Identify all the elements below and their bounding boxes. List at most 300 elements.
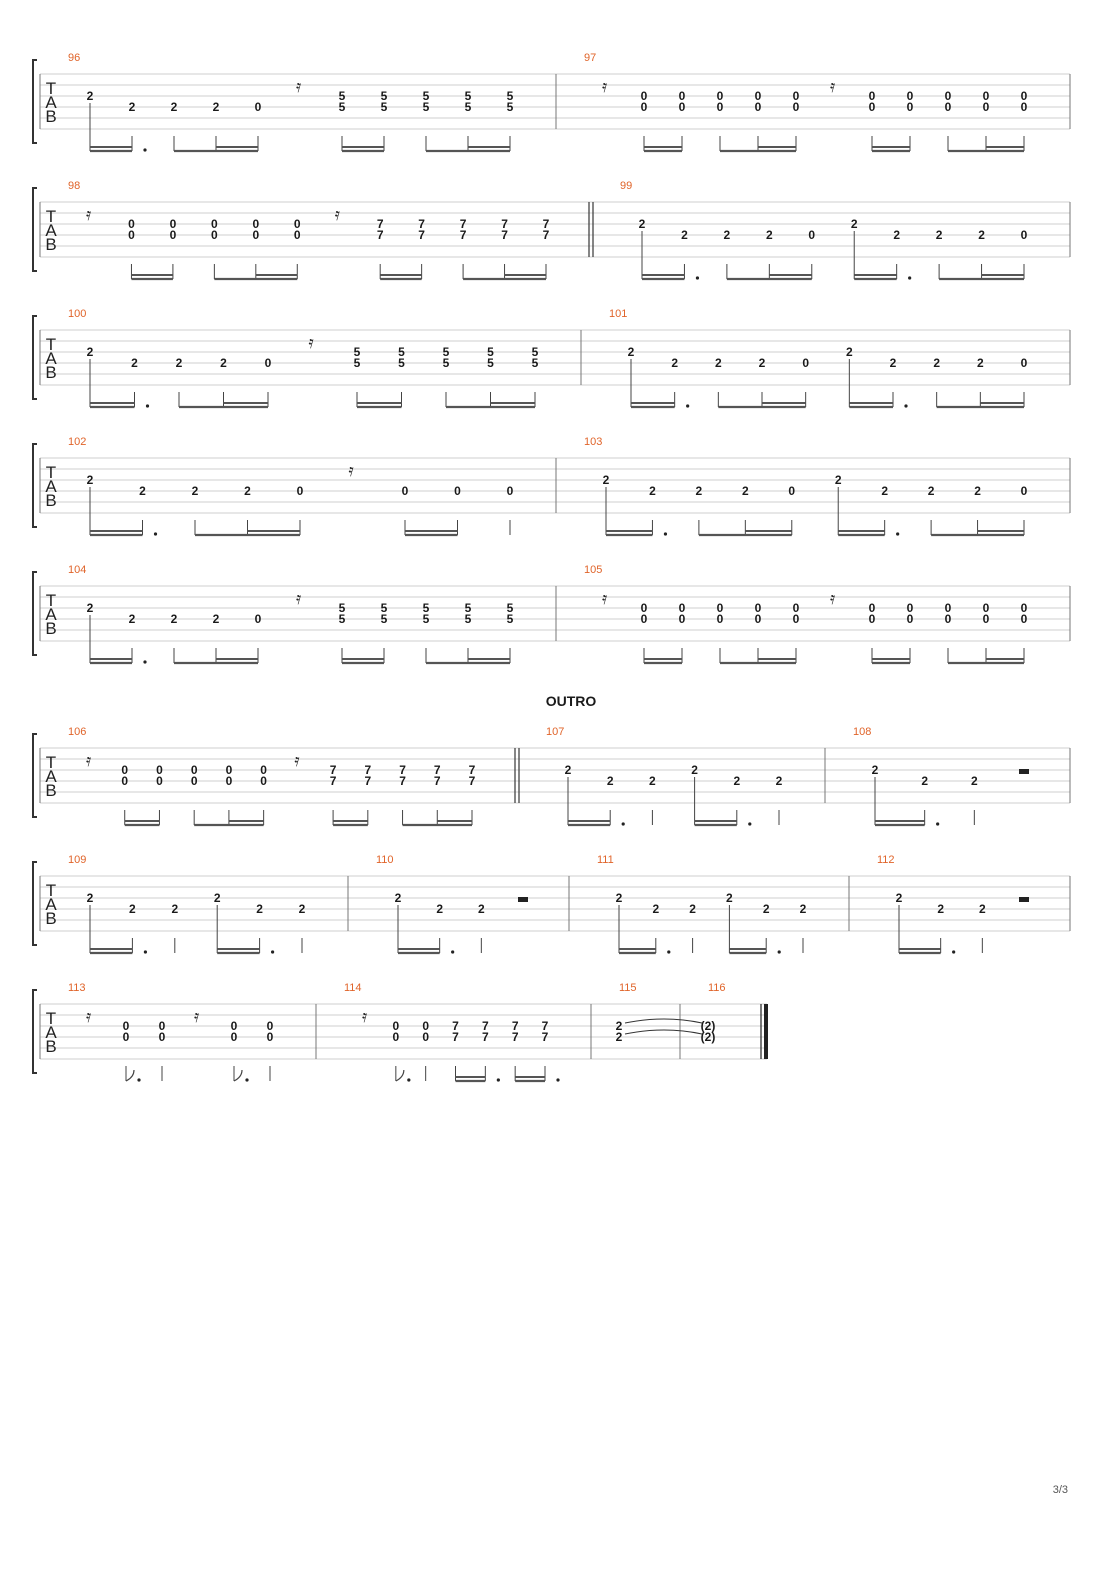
fret-number: 0 <box>792 612 800 626</box>
rhythm-dot <box>778 950 781 953</box>
fret-number: 0 <box>788 484 796 498</box>
tab-letter-a: A <box>45 767 57 786</box>
fret-number: 0 <box>1020 100 1028 114</box>
sixteenth-rest-icon: 𝄿 <box>86 205 92 225</box>
measure <box>701 982 768 1059</box>
eighth-flag-icon <box>234 1070 242 1081</box>
fret-number: 0 <box>266 1030 274 1044</box>
fret-number: 2 <box>139 484 146 498</box>
fret-number: 7 <box>542 228 550 242</box>
fret-number: 2 <box>627 345 635 359</box>
fret-number: 7 <box>418 228 425 242</box>
fret-number: 7 <box>501 228 508 242</box>
measure <box>597 854 849 954</box>
fret-number: (2) <box>700 1019 716 1033</box>
fret-number: 0 <box>792 100 800 114</box>
fret-number: 2 <box>615 1030 623 1044</box>
fret-number: 2 <box>762 902 770 916</box>
fret-number: 0 <box>230 1019 238 1033</box>
rhythm-dot <box>664 532 667 535</box>
sixteenth-rest-icon: 𝄿 <box>194 1007 200 1027</box>
fret-number: 0 <box>982 100 990 114</box>
fret-number: 0 <box>792 89 800 103</box>
rhythm-dot <box>556 1078 559 1081</box>
fret-number: 7 <box>481 1030 489 1044</box>
fret-number: 0 <box>808 228 816 242</box>
fret-number: 2 <box>615 891 623 905</box>
fret-number: 7 <box>481 1019 489 1033</box>
tab-letter-t: T <box>45 881 57 900</box>
fret-number: 0 <box>982 612 990 626</box>
fret-number: 0 <box>211 228 218 242</box>
fret-number: 5 <box>506 100 514 114</box>
fret-number: 5 <box>442 356 450 370</box>
fret-number: 0 <box>716 612 724 626</box>
fret-number: 0 <box>252 228 260 242</box>
fret-number: 2 <box>733 774 741 788</box>
fret-number: 0 <box>678 100 686 114</box>
fret-number: 7 <box>433 763 441 777</box>
fret-number: 0 <box>156 763 163 777</box>
fret-number: 7 <box>468 774 476 788</box>
fret-number: 7 <box>501 217 508 231</box>
measure-number: 104 <box>68 564 87 576</box>
measure <box>584 52 1070 151</box>
fret-number: 2 <box>933 356 941 370</box>
fret-number: 0 <box>225 763 233 777</box>
fret-number: 2 <box>978 902 986 916</box>
eighth-flag-icon <box>126 1070 134 1081</box>
fret-number: 2 <box>758 356 766 370</box>
tab-system <box>33 52 1070 152</box>
system-bracket <box>33 572 37 655</box>
fret-number: 0 <box>454 484 461 498</box>
tab-letter-t: T <box>45 591 57 610</box>
fret-number: 2 <box>723 228 731 242</box>
fret-number: 0 <box>868 100 876 114</box>
fret-number: 2 <box>850 217 858 231</box>
fret-number: 5 <box>422 100 430 114</box>
fret-number: 5 <box>398 356 405 370</box>
fret-number: 2 <box>606 774 614 788</box>
fret-number: 2 <box>799 902 807 916</box>
fret-number: 0 <box>906 601 914 615</box>
sixteenth-rest-icon: 𝄿 <box>296 77 302 97</box>
fret-number: 0 <box>1020 601 1028 615</box>
tab-letter-a: A <box>45 93 57 112</box>
fret-number: 2 <box>212 100 220 114</box>
fret-number: 0 <box>190 774 198 788</box>
fret-number: 0 <box>122 1019 130 1033</box>
measure <box>68 52 556 152</box>
fret-number: 5 <box>487 356 494 370</box>
sixteenth-rest-icon: 𝄿 <box>294 751 300 771</box>
measure-number: 106 <box>68 726 87 738</box>
fret-number: 7 <box>468 763 476 777</box>
fret-number: 7 <box>399 763 406 777</box>
fret-number: 0 <box>158 1019 166 1033</box>
page-number: 3/3 <box>1052 1484 1068 1496</box>
fret-number: 5 <box>464 601 472 615</box>
fret-number: 2 <box>220 356 227 370</box>
measure-number: 102 <box>68 436 87 448</box>
fret-number: 0 <box>1020 484 1028 498</box>
fret-number: 2 <box>937 902 945 916</box>
measure <box>68 436 556 536</box>
tab-system <box>33 308 1070 408</box>
measure-number: 110 <box>376 854 394 866</box>
measure-number: 108 <box>853 726 872 738</box>
tab-letter-b: B <box>45 909 57 928</box>
fret-number: 0 <box>254 100 262 114</box>
tab-letter-a: A <box>45 605 57 624</box>
fret-number: 2 <box>695 484 703 498</box>
fret-number: 7 <box>376 217 384 231</box>
fret-number: 0 <box>944 601 952 615</box>
tab-letter-t: T <box>45 753 57 772</box>
measure <box>68 854 348 954</box>
fret-number: (2) <box>700 1030 716 1044</box>
fret-number: 2 <box>128 100 136 114</box>
fret-number: 2 <box>564 763 572 777</box>
fret-number: 2 <box>86 473 94 487</box>
fret-number: 0 <box>678 601 686 615</box>
fret-number: 0 <box>156 774 163 788</box>
section-title: OUTRO <box>545 693 597 709</box>
tab-letter-b: B <box>45 781 57 800</box>
fret-number: 0 <box>678 612 686 626</box>
measure-number: 97 <box>584 52 597 64</box>
fret-number: 0 <box>225 774 233 788</box>
fret-number: 0 <box>754 89 762 103</box>
tie-arc <box>625 1019 702 1023</box>
fret-number: 7 <box>433 774 441 788</box>
measure <box>609 308 1070 408</box>
measure <box>616 982 702 1059</box>
fret-number: 2 <box>893 228 901 242</box>
fret-number: 0 <box>252 217 260 231</box>
rhythm-dot <box>245 1078 248 1081</box>
rhythm-dot <box>952 950 955 953</box>
fret-number: 7 <box>329 774 337 788</box>
fret-number: 5 <box>506 601 514 615</box>
measure <box>68 982 316 1082</box>
fret-number: 0 <box>1020 89 1028 103</box>
fret-number: 2 <box>649 484 656 498</box>
fret-number: 7 <box>541 1019 549 1033</box>
fret-number: 0 <box>422 1030 430 1044</box>
measure-number: 107 <box>546 726 565 738</box>
fret-number: 5 <box>506 612 514 626</box>
fret-number: 2 <box>213 891 221 905</box>
fret-number: 7 <box>511 1019 519 1033</box>
fret-number: 5 <box>506 89 514 103</box>
fret-number: 2 <box>170 100 178 114</box>
fret-number: 5 <box>380 89 388 103</box>
rhythm-dot <box>696 276 699 279</box>
fret-number: 2 <box>394 891 402 905</box>
fret-number: 0 <box>1020 356 1028 370</box>
fret-number: 0 <box>944 100 952 114</box>
rhythm-dot <box>143 660 146 663</box>
fret-number: 0 <box>122 1030 130 1044</box>
fret-number: 2 <box>244 484 251 498</box>
fret-number: 0 <box>640 601 648 615</box>
fret-number: 7 <box>418 217 425 231</box>
fret-number: 0 <box>906 100 914 114</box>
measure <box>853 726 1070 826</box>
tab-system <box>33 726 1070 826</box>
tab-system <box>33 982 768 1082</box>
rhythm-dot <box>144 950 147 953</box>
measure <box>877 854 1070 954</box>
fret-number: 0 <box>792 601 800 615</box>
fret-number: 0 <box>906 612 914 626</box>
rhythm-dot <box>143 148 146 151</box>
fret-number: 5 <box>464 100 472 114</box>
fret-number: 5 <box>422 89 430 103</box>
fret-number: 0 <box>392 1019 400 1033</box>
fret-number: 2 <box>602 473 610 487</box>
half-rest-icon <box>1019 769 1029 774</box>
fret-number: 0 <box>906 89 914 103</box>
tab-letter-b: B <box>45 107 57 126</box>
tie-arc <box>625 1030 702 1034</box>
tab-letter-a: A <box>45 349 57 368</box>
fret-number: 2 <box>131 356 138 370</box>
fret-number: 2 <box>970 774 978 788</box>
fret-number: 0 <box>754 601 762 615</box>
system-bracket <box>33 990 37 1073</box>
rhythm-dot <box>936 822 939 825</box>
fret-number: 2 <box>681 228 688 242</box>
fret-number: 7 <box>459 228 467 242</box>
tab-system <box>33 180 1070 280</box>
measure-number: 100 <box>68 308 87 320</box>
fret-number: 2 <box>652 902 660 916</box>
fret-number: 0 <box>678 89 686 103</box>
fret-number: 0 <box>640 89 648 103</box>
fret-number: 2 <box>976 356 984 370</box>
fret-number: 0 <box>506 484 514 498</box>
measure-number: 114 <box>344 982 362 994</box>
sixteenth-rest-icon: 𝄿 <box>602 77 608 97</box>
fret-number: 0 <box>190 763 198 777</box>
fret-number: 0 <box>266 1019 274 1033</box>
fret-number: 2 <box>615 1019 623 1033</box>
sixteenth-rest-icon: 𝄿 <box>830 589 836 609</box>
tab-letter-b: B <box>45 235 57 254</box>
measure-number: 115 <box>619 982 637 994</box>
tab-letter-b: B <box>45 1037 57 1056</box>
fret-number: 0 <box>260 763 267 777</box>
fret-number: 0 <box>868 612 876 626</box>
tab-letter-b: B <box>45 363 57 382</box>
tab-letter-a: A <box>45 1023 57 1042</box>
tab-system <box>33 854 1070 954</box>
fret-number: 5 <box>531 345 539 359</box>
fret-number: 5 <box>442 345 450 359</box>
fret-number: 7 <box>329 763 337 777</box>
fret-number: 0 <box>293 217 301 231</box>
fret-number: 0 <box>211 217 218 231</box>
measure-number: 111 <box>597 854 614 866</box>
fret-number: 2 <box>775 774 783 788</box>
sixteenth-rest-icon: 𝄿 <box>602 589 608 609</box>
measure-number: 112 <box>877 854 895 866</box>
tab-letter-t: T <box>45 1009 57 1028</box>
fret-number: 2 <box>935 228 943 242</box>
tab-letter-b: B <box>45 491 57 510</box>
tab-system <box>33 436 1070 536</box>
sixteenth-rest-icon: 𝄿 <box>86 1007 92 1027</box>
tab-letter-t: T <box>45 79 57 98</box>
measure <box>68 308 581 408</box>
fret-number: 5 <box>487 345 494 359</box>
measure <box>68 726 519 825</box>
fret-number: 7 <box>364 763 372 777</box>
system-bracket <box>33 60 37 143</box>
fret-number: 5 <box>422 601 430 615</box>
fret-number: 0 <box>121 763 129 777</box>
fret-number: 5 <box>398 345 405 359</box>
measure <box>376 854 569 954</box>
measure-number: 109 <box>68 854 87 866</box>
fret-number: 0 <box>754 100 762 114</box>
rhythm-dot <box>146 404 149 407</box>
fret-number: 5 <box>380 100 388 114</box>
tab-letter-t: T <box>45 335 57 354</box>
fret-number: 0 <box>254 612 262 626</box>
fret-number: 5 <box>422 612 430 626</box>
fret-number: 7 <box>364 774 372 788</box>
system-bracket <box>33 188 37 271</box>
eighth-flag-icon <box>396 1070 404 1081</box>
system-bracket <box>33 862 37 945</box>
fret-number: 2 <box>714 356 722 370</box>
fret-number: 2 <box>871 763 879 777</box>
rhythm-dot <box>407 1078 410 1081</box>
fret-number: 0 <box>982 601 990 615</box>
measure-number: 96 <box>68 52 81 64</box>
fret-number: 2 <box>889 356 897 370</box>
fret-number: 0 <box>296 484 304 498</box>
measure-number: 116 <box>708 982 726 994</box>
fret-number: 5 <box>338 612 346 626</box>
fret-number: 0 <box>1020 228 1028 242</box>
fret-number: 2 <box>191 484 199 498</box>
measure-number: 103 <box>584 436 603 448</box>
system-bracket <box>33 316 37 399</box>
measure <box>620 180 1070 280</box>
measure-number: 98 <box>68 180 81 192</box>
sixteenth-rest-icon: 𝄿 <box>362 1007 368 1027</box>
fret-number: 2 <box>86 601 94 615</box>
rhythm-dot <box>154 532 157 535</box>
fret-number: 0 <box>802 356 810 370</box>
tab-letter-a: A <box>45 477 57 496</box>
fret-number: 7 <box>459 217 467 231</box>
fret-number: 0 <box>716 100 724 114</box>
fret-number: 7 <box>542 217 550 231</box>
measure <box>546 726 825 826</box>
fret-number: 0 <box>1020 612 1028 626</box>
fret-number: 2 <box>741 484 749 498</box>
fret-number: 0 <box>169 217 177 231</box>
sixteenth-rest-icon: 𝄿 <box>334 205 340 225</box>
fret-number: 2 <box>86 345 94 359</box>
fret-number: 0 <box>158 1030 166 1044</box>
fret-number: 2 <box>129 902 136 916</box>
fret-number: 0 <box>169 228 177 242</box>
measure-number: 113 <box>68 982 86 994</box>
fret-number: 2 <box>212 612 220 626</box>
fret-number: 2 <box>691 763 698 777</box>
fret-number: 2 <box>895 891 903 905</box>
fret-number: 5 <box>353 345 361 359</box>
measure <box>584 436 1070 536</box>
fret-number: 5 <box>531 356 539 370</box>
fret-number: 5 <box>338 100 346 114</box>
fret-number: 2 <box>978 228 985 242</box>
fret-number: 5 <box>464 89 472 103</box>
fret-number: 0 <box>260 774 267 788</box>
half-rest-icon <box>1019 897 1029 902</box>
fret-number: 7 <box>541 1030 549 1044</box>
fret-number: 0 <box>868 601 876 615</box>
system-bracket <box>33 444 37 527</box>
fret-number: 5 <box>380 612 388 626</box>
fret-number: 0 <box>422 1019 430 1033</box>
fret-number: 2 <box>86 89 94 103</box>
sixteenth-rest-icon: 𝄿 <box>296 589 302 609</box>
fret-number: 2 <box>649 774 656 788</box>
rhythm-dot <box>667 950 670 953</box>
fret-number: 0 <box>716 601 724 615</box>
final-barline-thick <box>764 1004 768 1059</box>
measure <box>584 564 1070 663</box>
fret-number: 2 <box>638 217 646 231</box>
fret-number: 5 <box>338 89 346 103</box>
fret-number: 5 <box>464 612 472 626</box>
fret-number: 2 <box>86 891 94 905</box>
fret-number: 0 <box>982 89 990 103</box>
sixteenth-rest-icon: 𝄿 <box>86 751 92 771</box>
tab-letter-a: A <box>45 221 57 240</box>
sixteenth-rest-icon: 𝄿 <box>348 461 354 481</box>
half-rest-icon <box>518 897 528 902</box>
sixteenth-rest-icon: 𝄿 <box>830 77 836 97</box>
fret-number: 2 <box>128 612 136 626</box>
rhythm-dot <box>908 276 911 279</box>
tab-letter-b: B <box>45 619 57 638</box>
fret-number: 2 <box>175 356 183 370</box>
rhythm-dot <box>904 404 907 407</box>
system-bracket <box>33 734 37 817</box>
fret-number: 7 <box>511 1030 519 1044</box>
fret-number: 0 <box>640 100 648 114</box>
fret-number: 7 <box>452 1030 459 1044</box>
fret-number: 2 <box>170 612 178 626</box>
rhythm-dot <box>497 1078 500 1081</box>
fret-number: 0 <box>944 89 952 103</box>
fret-number: 2 <box>845 345 853 359</box>
fret-number: 5 <box>353 356 361 370</box>
rhythm-dot <box>686 404 689 407</box>
fret-number: 5 <box>338 601 346 615</box>
rhythm-dot <box>137 1078 140 1081</box>
rhythm-dot <box>622 822 625 825</box>
